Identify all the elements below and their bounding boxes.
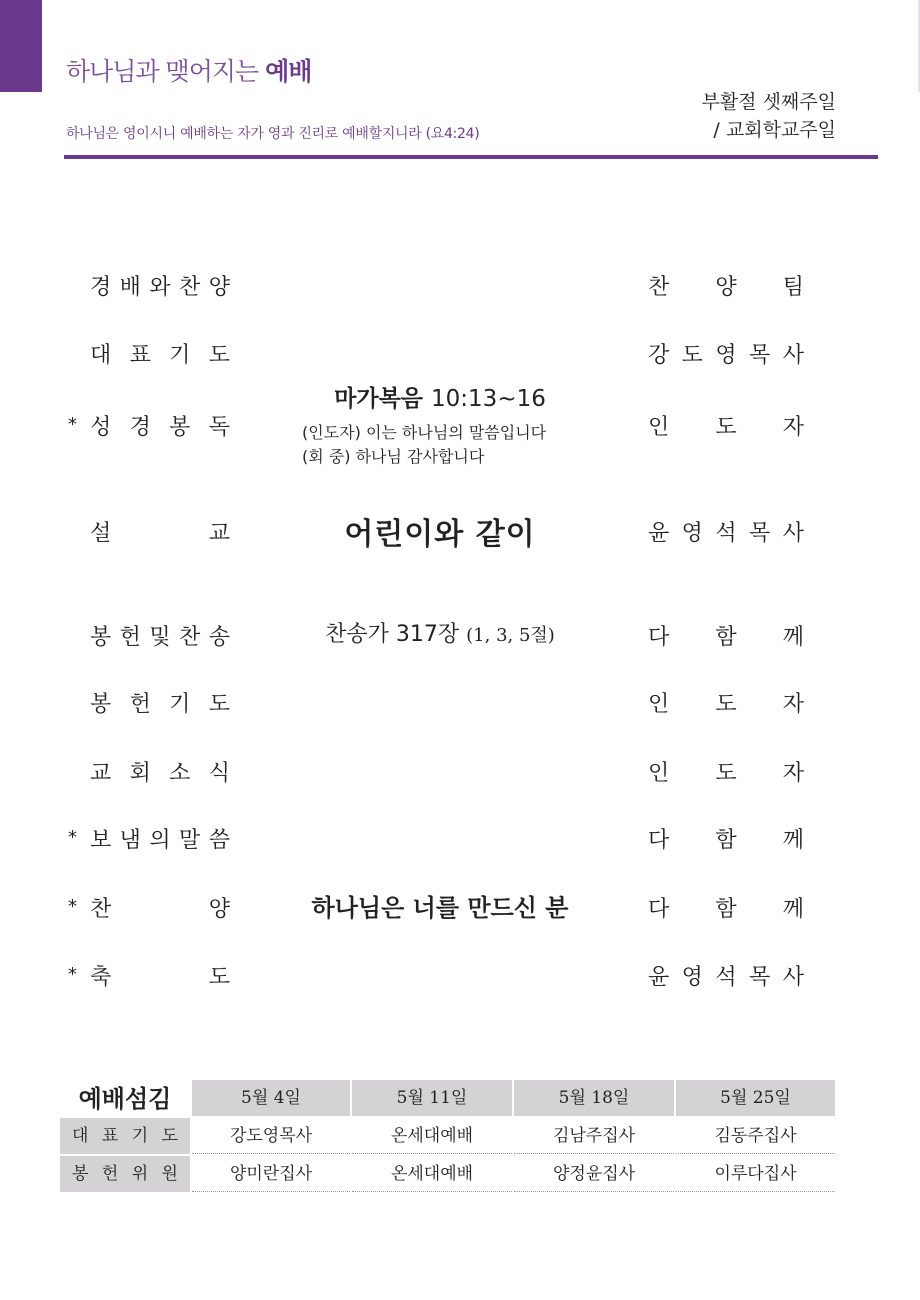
label-char: 봉 [72, 1164, 89, 1184]
order-person [648, 338, 804, 369]
label-char: 께 [782, 828, 804, 853]
label-char: 배 [119, 275, 141, 300]
order-role [90, 823, 230, 854]
label-char: 독 [208, 415, 230, 440]
order-role [90, 338, 230, 369]
label-char: 양 [208, 897, 230, 922]
label-char: 기 [169, 692, 191, 717]
order-role [90, 516, 230, 547]
label-char: 강 [648, 343, 670, 368]
label-char: 경 [90, 275, 112, 300]
rota-row-label [60, 1118, 190, 1154]
label-char: 사 [782, 521, 804, 546]
sermon-title: 어린이와 같이 [344, 517, 536, 552]
label-char: 도 [208, 692, 230, 717]
header-verse: 하나님은 영이시니 예배하는 자가 영과 진리로 예배할지니라 (요4:24) [66, 126, 480, 142]
scripture-reference: 10:13~16 [431, 386, 546, 412]
rota-cell: 양미란집사 [192, 1156, 350, 1192]
label-char: 표 [101, 1126, 119, 1146]
label-char: 사 [782, 965, 804, 990]
label-char: 자 [782, 415, 804, 440]
label-char: 말 [179, 828, 201, 853]
label-char: 기 [169, 343, 191, 368]
label-char: 다 [648, 897, 670, 922]
label-char: 기 [131, 1126, 149, 1146]
standing-mark: * [68, 896, 77, 917]
label-char: 도 [161, 1126, 178, 1146]
order-person [648, 270, 804, 301]
label-char: 영 [715, 343, 737, 368]
label-char: 봉 [90, 625, 112, 650]
congregation-response: (회 중) 하나님 감사합니다 [302, 447, 485, 466]
label-char: 께 [782, 897, 804, 922]
rota-date: 5월 11일 [352, 1080, 512, 1116]
label-char: 헌 [119, 625, 141, 650]
order-role [90, 410, 230, 441]
label-char: 다 [648, 828, 670, 853]
standing-mark: * [68, 414, 77, 435]
label-char: 양 [208, 275, 230, 300]
hymn [250, 617, 630, 648]
label-char: 헌 [101, 1164, 119, 1184]
rota-cell: 온세대예배 [352, 1156, 512, 1192]
label-char: 와 [149, 275, 171, 300]
rota-row-label [60, 1156, 190, 1192]
label-char: 다 [648, 625, 670, 650]
label-char: 함 [715, 625, 737, 650]
label-char: 목 [749, 965, 771, 990]
label-char: 도 [208, 343, 230, 368]
leader-response: (인도자) 이는 하나님의 말씀입니다 [302, 423, 547, 442]
label-char: 팀 [782, 275, 804, 300]
label-char: 도 [208, 965, 230, 990]
label-char: 께 [782, 625, 804, 650]
label-char: 설 [90, 521, 112, 546]
scripture-title [250, 380, 630, 413]
label-char: 인 [648, 692, 670, 717]
order-role [90, 270, 230, 301]
label-char: 교 [208, 521, 230, 546]
order-person [648, 516, 804, 547]
label-char: 찬 [179, 275, 201, 300]
label-char: 찬 [648, 275, 670, 300]
label-char: 윤 [648, 965, 670, 990]
scripture-block [250, 380, 630, 469]
order-person [648, 960, 804, 991]
label-char: 씀 [208, 828, 230, 853]
label-char: 인 [648, 415, 670, 440]
rota-title: 예배섬김 [78, 1085, 172, 1113]
label-char: 함 [715, 897, 737, 922]
standing-mark: * [68, 827, 77, 848]
order-role [90, 960, 230, 991]
order-person [648, 620, 804, 651]
label-char: 원 [161, 1164, 178, 1184]
label-char: 송 [208, 625, 230, 650]
label-char: 봉 [169, 415, 191, 440]
label-char: 의 [149, 828, 171, 853]
label-char: 목 [749, 521, 771, 546]
corner-tab [0, 0, 42, 92]
label-char: 경 [129, 415, 151, 440]
order-person [648, 687, 804, 718]
label-char: 함 [715, 828, 737, 853]
title-prefix: 하나님과 맺어지는 [66, 57, 266, 86]
rota-date: 5월 4일 [192, 1080, 350, 1116]
order-person [648, 823, 804, 854]
label-char: 도 [715, 415, 737, 440]
label-char: 보 [90, 828, 112, 853]
label-char: 영 [681, 521, 703, 546]
praise-song-title: 하나님은 너를 만드신 분 [311, 894, 569, 922]
scripture-book: 마가복음 [334, 386, 424, 412]
label-char: 목 [749, 343, 771, 368]
order-person [648, 756, 804, 787]
label-char: 찬 [179, 625, 201, 650]
hymn-number: 찬송가 317장 [325, 622, 460, 647]
label-char: 찬 [90, 897, 112, 922]
rota-date: 5월 18일 [514, 1080, 674, 1116]
rota-row-label-text [60, 1118, 190, 1154]
page-title [66, 52, 311, 88]
order-role [90, 620, 230, 651]
label-char: 자 [782, 761, 804, 786]
label-char: 봉 [90, 692, 112, 717]
label-char: 및 [149, 625, 171, 650]
label-char: 사 [782, 343, 804, 368]
standing-mark: * [68, 964, 77, 985]
rota-cell: 김동주집사 [676, 1118, 835, 1154]
label-char: 도 [681, 343, 703, 368]
label-char: 교 [90, 761, 112, 786]
label-char: 영 [681, 965, 703, 990]
rota-cell: 온세대예배 [352, 1118, 512, 1154]
sunday-label [701, 88, 836, 144]
label-char: 도 [715, 692, 737, 717]
rota-cell: 양정윤집사 [514, 1156, 674, 1192]
label-char: 자 [782, 692, 804, 717]
label-char: 축 [90, 965, 112, 990]
label-char: 양 [715, 275, 737, 300]
label-char: 냄 [119, 828, 141, 853]
rota-date: 5월 25일 [676, 1080, 835, 1116]
rota-cell: 이루다집사 [676, 1156, 835, 1192]
label-char: 성 [90, 415, 112, 440]
sunday-line-1: 부활절 셋째주일 [701, 91, 836, 113]
label-char: 윤 [648, 521, 670, 546]
title-bold: 예배 [265, 57, 312, 86]
scripture-responses [250, 421, 630, 469]
label-char: 표 [129, 343, 151, 368]
label-char: 도 [715, 761, 737, 786]
order-role [90, 756, 230, 787]
label-char: 위 [131, 1164, 149, 1184]
label-char: 석 [715, 965, 737, 990]
order-person [648, 892, 804, 923]
label-char: 인 [648, 761, 670, 786]
rota-cell: 김남주집사 [514, 1118, 674, 1154]
label-char: 소 [169, 761, 191, 786]
label-char: 회 [129, 761, 151, 786]
sunday-line-2: / 교회학교주일 [713, 119, 836, 141]
rota-row-label-text [60, 1156, 190, 1192]
label-char: 대 [72, 1126, 89, 1146]
label-char: 식 [208, 761, 230, 786]
label-char: 헌 [129, 692, 151, 717]
label-char: 석 [715, 521, 737, 546]
rota-cell: 강도영목사 [192, 1118, 350, 1154]
order-person [648, 410, 804, 441]
header-divider [64, 155, 878, 159]
label-char: 대 [90, 343, 112, 368]
hymn-verses: (1, 3, 5절) [466, 625, 555, 646]
order-role [90, 892, 230, 923]
order-role [90, 687, 230, 718]
